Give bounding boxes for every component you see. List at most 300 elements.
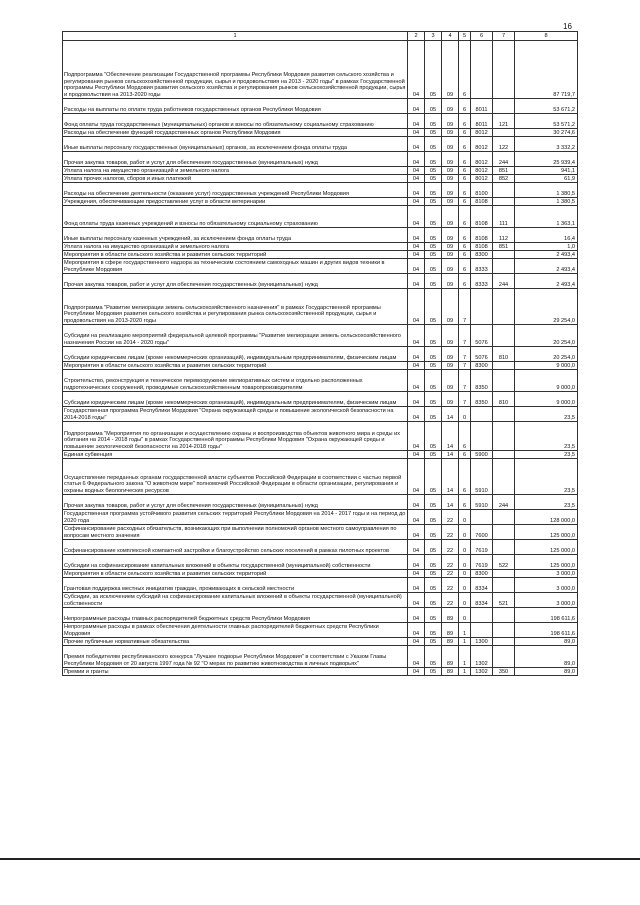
row-amount: 941,1 bbox=[515, 167, 578, 175]
table-row bbox=[63, 422, 578, 451]
row-amount: 198 611,6 bbox=[515, 623, 578, 638]
row-description: Единая субвенция bbox=[63, 451, 408, 459]
row-code: 04 bbox=[408, 370, 425, 392]
row-code: 6 bbox=[459, 99, 471, 114]
row-description: Фонд оплаты труда казенных учреждений и взносы по обязательному социальному страхованию bbox=[63, 206, 408, 228]
row-description: Непрограммные расходы главных распорядителей бюджетных средств Республики Мордовия bbox=[63, 608, 408, 623]
row-code: 05 bbox=[425, 578, 442, 593]
row-code: 04 bbox=[408, 570, 425, 578]
row-amount: 3 000,0 bbox=[515, 578, 578, 593]
row-code: 111 bbox=[493, 206, 515, 228]
table-row bbox=[63, 243, 578, 251]
row-code: 04 bbox=[408, 623, 425, 638]
row-code: 6 bbox=[459, 274, 471, 289]
row-code: 04 bbox=[408, 525, 425, 540]
row-code: 89 bbox=[442, 608, 459, 623]
row-code: 8012 bbox=[471, 152, 493, 167]
row-code bbox=[493, 578, 515, 593]
row-code bbox=[471, 623, 493, 638]
row-code: 05 bbox=[425, 362, 442, 370]
row-code: 04 bbox=[408, 392, 425, 407]
row-amount: 23,5 bbox=[515, 451, 578, 459]
row-code: 05 bbox=[425, 243, 442, 251]
row-code: 6 bbox=[459, 251, 471, 259]
row-description: Мероприятия в области сельского хозяйства и развития сельских территорий bbox=[63, 362, 408, 370]
table-row bbox=[63, 274, 578, 289]
row-amount: 128 000,0 bbox=[515, 510, 578, 525]
table-row bbox=[63, 646, 578, 668]
row-amount: 23,5 bbox=[515, 459, 578, 495]
row-code: 05 bbox=[425, 510, 442, 525]
table-row bbox=[63, 451, 578, 459]
table-row bbox=[63, 183, 578, 198]
row-code: 0 bbox=[459, 407, 471, 422]
column-header: 1 bbox=[63, 32, 408, 41]
table-row bbox=[63, 167, 578, 175]
row-code: 8100 bbox=[471, 183, 493, 198]
row-code: 0 bbox=[459, 540, 471, 555]
row-code: 244 bbox=[493, 274, 515, 289]
row-code bbox=[471, 608, 493, 623]
row-code bbox=[493, 608, 515, 623]
row-code: 05 bbox=[425, 555, 442, 570]
table-row bbox=[63, 152, 578, 167]
row-code: 05 bbox=[425, 137, 442, 152]
row-description: Уплата налога на имущество организаций и земельного налога bbox=[63, 243, 408, 251]
row-code: 8334 bbox=[471, 593, 493, 608]
row-description: Премия победителям республиканского конкурса "Лучшее подворье Республики Мордовия" в соответствии с Указом Главы Республики Мордовия от 20 августа 1997 года № 92 "О мерах по развитию животноводства в личных подворьях" bbox=[63, 646, 408, 668]
row-code bbox=[493, 623, 515, 638]
row-code: 04 bbox=[408, 451, 425, 459]
row-code: 8011 bbox=[471, 99, 493, 114]
row-code: 6 bbox=[459, 114, 471, 129]
row-code: 8350 bbox=[471, 392, 493, 407]
row-code: 05 bbox=[425, 495, 442, 510]
row-code: 04 bbox=[408, 137, 425, 152]
table-row bbox=[63, 325, 578, 347]
row-code: 6 bbox=[459, 422, 471, 451]
row-code: 05 bbox=[425, 289, 442, 325]
row-code: 8012 bbox=[471, 175, 493, 183]
row-code: 0 bbox=[459, 570, 471, 578]
row-description: Непрограммные расходы в рамках обеспечения деятельности главных распорядителей бюджетных средств Республики Мордовия bbox=[63, 623, 408, 638]
row-code bbox=[493, 251, 515, 259]
row-amount: 29 254,0 bbox=[515, 289, 578, 325]
row-amount: 20 254,0 bbox=[515, 325, 578, 347]
row-code: 04 bbox=[408, 274, 425, 289]
row-code bbox=[493, 451, 515, 459]
row-code bbox=[493, 525, 515, 540]
row-code: 5910 bbox=[471, 459, 493, 495]
row-code: 04 bbox=[408, 495, 425, 510]
row-code: 5076 bbox=[471, 325, 493, 347]
table-row bbox=[63, 362, 578, 370]
table-row bbox=[63, 510, 578, 525]
row-code bbox=[493, 183, 515, 198]
row-code: 04 bbox=[408, 243, 425, 251]
row-code bbox=[471, 289, 493, 325]
row-code: 04 bbox=[408, 362, 425, 370]
row-code: 14 bbox=[442, 459, 459, 495]
row-code: 8333 bbox=[471, 274, 493, 289]
row-code: 6 bbox=[459, 451, 471, 459]
row-code: 05 bbox=[425, 593, 442, 608]
row-description: Государственная программа Республики Мордовия "Охрана окружающей среды и повышение экологической безопасности на 2014-2018 годы" bbox=[63, 407, 408, 422]
row-code: 04 bbox=[408, 347, 425, 362]
row-description: Расходы на обеспечение функций государственных органов Республики Мордовия bbox=[63, 129, 408, 137]
row-code: 04 bbox=[408, 510, 425, 525]
row-code: 8300 bbox=[471, 251, 493, 259]
row-code: 05 bbox=[425, 228, 442, 243]
row-code: 05 bbox=[425, 525, 442, 540]
row-code: 05 bbox=[425, 451, 442, 459]
row-code bbox=[493, 129, 515, 137]
row-code bbox=[493, 510, 515, 525]
row-code: 04 bbox=[408, 407, 425, 422]
row-code: 05 bbox=[425, 407, 442, 422]
row-description: Строительство, реконструкция и техническое перевооружение мелиоративных систем и отдельно расположенных гидротехнических сооружений, проводимые сельскохозяйственным товаропроизводителям bbox=[63, 370, 408, 392]
row-code: 04 bbox=[408, 183, 425, 198]
row-description: Подпрограмма "Мероприятия по организации и осуществлению охраны и воспроизводства объектов животного мира и среды их обитания на 2014 - 2018 годы" в рамках Государственной программы Республики Мордовия "Охрана окружающей среды и повышение экологической безопасности на 2014-2018 годы" bbox=[63, 422, 408, 451]
column-header: 7 bbox=[493, 32, 515, 41]
row-code: 89 bbox=[442, 668, 459, 676]
row-code: 244 bbox=[493, 152, 515, 167]
row-amount: 61,9 bbox=[515, 175, 578, 183]
table-row bbox=[63, 525, 578, 540]
row-code: 6 bbox=[459, 495, 471, 510]
row-code: 6 bbox=[459, 183, 471, 198]
row-amount: 23,5 bbox=[515, 422, 578, 451]
row-code: 244 bbox=[493, 495, 515, 510]
row-description: Субсидии на софинансирование капитальных вложений в объекты государственной (муниципальной) собственности bbox=[63, 555, 408, 570]
row-description: Софинансирование расходных обязательств, возникающих при выполнении полномочий органов местного самоуправления по вопросам местного значения bbox=[63, 525, 408, 540]
row-description: Подпрограмма "Обеспечение реализации Государственной программы Республики Мордовия развития сельского хозяйства и регулирования рынков сельскохозяйственной продукции, сырья и продовольствия на 2013 - 2020 годы" в рамках Государственной программы Республики Мордовия развития сельского хозяйства и регулирования рынков сельскохозяйственной продукции, сырья и продовольствия на 2013-2020 годы bbox=[63, 41, 408, 99]
row-code: 09 bbox=[442, 206, 459, 228]
row-amount: 125 000,0 bbox=[515, 540, 578, 555]
row-amount: 9 000,0 bbox=[515, 392, 578, 407]
row-code: 04 bbox=[408, 638, 425, 646]
row-description: Субсидии на реализацию мероприятий федеральной целевой программы "Развитие мелиорации земель сельскохозяйственного назначения России на 2014 - 2020 годы" bbox=[63, 325, 408, 347]
table-row bbox=[63, 555, 578, 570]
row-code: 22 bbox=[442, 570, 459, 578]
row-code: 04 bbox=[408, 289, 425, 325]
row-code bbox=[493, 407, 515, 422]
row-code: 14 bbox=[442, 407, 459, 422]
row-code: 22 bbox=[442, 593, 459, 608]
row-code: 0 bbox=[459, 608, 471, 623]
row-amount: 125 000,0 bbox=[515, 555, 578, 570]
row-code: 89 bbox=[442, 646, 459, 668]
row-code: 8108 bbox=[471, 243, 493, 251]
row-description: Мероприятия в сфере государственного надзора за техническим состоянием самоходных машин и других видов техники в Республике Мордовия bbox=[63, 259, 408, 274]
header-row bbox=[63, 32, 578, 41]
row-amount: 89,0 bbox=[515, 668, 578, 676]
row-description: Субсидии юридическим лицам (кроме некоммерческих организаций), индивидуальным предпринимателям, физическим лицам bbox=[63, 347, 408, 362]
row-code: 09 bbox=[442, 243, 459, 251]
row-code: 05 bbox=[425, 623, 442, 638]
row-code: 05 bbox=[425, 646, 442, 668]
row-description: Иные выплаты персоналу казенных учреждений, за исключением фонда оплаты труда bbox=[63, 228, 408, 243]
row-code: 04 bbox=[408, 422, 425, 451]
row-code: 5076 bbox=[471, 347, 493, 362]
row-code: 04 bbox=[408, 578, 425, 593]
row-code: 09 bbox=[442, 183, 459, 198]
row-code: 09 bbox=[442, 41, 459, 99]
row-code: 04 bbox=[408, 325, 425, 347]
table-row bbox=[63, 407, 578, 422]
row-code: 0 bbox=[459, 510, 471, 525]
row-code: 1302 bbox=[471, 668, 493, 676]
row-amount: 16,4 bbox=[515, 228, 578, 243]
row-code: 6 bbox=[459, 41, 471, 99]
row-code: 04 bbox=[408, 206, 425, 228]
row-amount: 87 719,7 bbox=[515, 41, 578, 99]
row-code: 05 bbox=[425, 175, 442, 183]
row-code: 522 bbox=[493, 555, 515, 570]
row-amount: 125 000,0 bbox=[515, 525, 578, 540]
row-code: 8108 bbox=[471, 198, 493, 206]
row-description: Прочая закупка товаров, работ и услуг для обеспечения государственных (муниципальных) нужд bbox=[63, 274, 408, 289]
row-code: 05 bbox=[425, 99, 442, 114]
row-description: Софинансирование комплексной компактной застройки и благоустройство сельских поселений в рамках пилотных проектов bbox=[63, 540, 408, 555]
row-code: 09 bbox=[442, 289, 459, 325]
row-code: 05 bbox=[425, 459, 442, 495]
row-amount: 3 332,2 bbox=[515, 137, 578, 152]
row-code: 810 bbox=[493, 392, 515, 407]
row-code: 04 bbox=[408, 251, 425, 259]
row-description: Расходы на выплаты по оплате труда работников государственных органов Республики Мордовия bbox=[63, 99, 408, 114]
row-code: 350 bbox=[493, 668, 515, 676]
row-code: 851 bbox=[493, 167, 515, 175]
row-code: 89 bbox=[442, 638, 459, 646]
row-code: 09 bbox=[442, 152, 459, 167]
row-code: 09 bbox=[442, 198, 459, 206]
row-code: 09 bbox=[442, 129, 459, 137]
table-row bbox=[63, 228, 578, 243]
row-code: 521 bbox=[493, 593, 515, 608]
row-code: 8350 bbox=[471, 370, 493, 392]
row-code: 6 bbox=[459, 129, 471, 137]
row-code: 04 bbox=[408, 152, 425, 167]
row-code: 14 bbox=[442, 451, 459, 459]
row-code: 05 bbox=[425, 206, 442, 228]
row-code: 0 bbox=[459, 578, 471, 593]
row-code: 0 bbox=[459, 555, 471, 570]
row-amount: 2 493,4 bbox=[515, 251, 578, 259]
column-header: 5 bbox=[459, 32, 471, 41]
row-description: Премии и гранты bbox=[63, 668, 408, 676]
row-code: 05 bbox=[425, 570, 442, 578]
row-amount: 9 000,0 bbox=[515, 362, 578, 370]
row-code: 05 bbox=[425, 114, 442, 129]
row-code: 04 bbox=[408, 41, 425, 99]
row-description: Прочие публичные нормативные обязательства bbox=[63, 638, 408, 646]
row-code: 8300 bbox=[471, 362, 493, 370]
table-row bbox=[63, 459, 578, 495]
row-code bbox=[493, 370, 515, 392]
table-row bbox=[63, 41, 578, 99]
row-code: 09 bbox=[442, 251, 459, 259]
row-code: 6 bbox=[459, 206, 471, 228]
row-code: 6 bbox=[459, 259, 471, 274]
row-code: 09 bbox=[442, 370, 459, 392]
row-code: 7 bbox=[459, 325, 471, 347]
row-code: 8108 bbox=[471, 206, 493, 228]
row-amount: 1 380,5 bbox=[515, 198, 578, 206]
row-code: 1302 bbox=[471, 646, 493, 668]
row-code: 04 bbox=[408, 167, 425, 175]
row-code: 22 bbox=[442, 540, 459, 555]
row-description: Грантовая поддержка местных инициатив граждан, проживающих в сельской местности bbox=[63, 578, 408, 593]
table-row bbox=[63, 137, 578, 152]
row-code bbox=[493, 540, 515, 555]
row-description: Прочая закупка товаров, работ и услуг для обеспечения государственных (муниципальных) нужд bbox=[63, 495, 408, 510]
column-header: 4 bbox=[442, 32, 459, 41]
row-amount: 23,5 bbox=[515, 407, 578, 422]
row-code: 122 bbox=[493, 137, 515, 152]
row-description: Мероприятия в области сельского хозяйства и развития сельских территорий bbox=[63, 251, 408, 259]
row-code: 04 bbox=[408, 198, 425, 206]
row-code bbox=[471, 510, 493, 525]
row-amount: 1,0 bbox=[515, 243, 578, 251]
row-code: 22 bbox=[442, 555, 459, 570]
row-amount: 2 493,4 bbox=[515, 274, 578, 289]
row-code: 04 bbox=[408, 646, 425, 668]
row-code: 852 bbox=[493, 175, 515, 183]
row-code: 8011 bbox=[471, 114, 493, 129]
row-code bbox=[471, 407, 493, 422]
table-row bbox=[63, 198, 578, 206]
row-code: 8334 bbox=[471, 578, 493, 593]
table-row bbox=[63, 608, 578, 623]
row-code: 6 bbox=[459, 137, 471, 152]
row-code: 1 bbox=[459, 638, 471, 646]
budget-table bbox=[62, 31, 578, 676]
row-amount: 2 493,4 bbox=[515, 259, 578, 274]
page-bottom-rule bbox=[0, 858, 640, 860]
row-description: Субсидии юридическим лицам (кроме некоммерческих организаций), индивидуальным предпринимателям, физическим лицам bbox=[63, 392, 408, 407]
row-code: 8300 bbox=[471, 570, 493, 578]
row-code: 7619 bbox=[471, 555, 493, 570]
table-row bbox=[63, 570, 578, 578]
table-body bbox=[63, 41, 578, 676]
row-amount: 53 571,2 bbox=[515, 114, 578, 129]
table-row bbox=[63, 251, 578, 259]
row-code: 1 bbox=[459, 646, 471, 668]
row-code: 05 bbox=[425, 347, 442, 362]
row-code: 121 bbox=[493, 114, 515, 129]
row-code: 05 bbox=[425, 129, 442, 137]
row-code: 1 bbox=[459, 623, 471, 638]
row-code: 09 bbox=[442, 175, 459, 183]
row-description: Субсидии, за исключением субсидий на софинансирование капитальных вложений в объекты государственной (муниципальной) собственности bbox=[63, 593, 408, 608]
row-description: Уплата прочих налогов, сборов и иных платежей bbox=[63, 175, 408, 183]
row-description: Уплата налога на имущество организаций и земельного налога bbox=[63, 167, 408, 175]
row-code: 6 bbox=[459, 152, 471, 167]
row-code bbox=[493, 422, 515, 451]
row-code: 04 bbox=[408, 99, 425, 114]
row-code bbox=[493, 325, 515, 347]
row-code: 05 bbox=[425, 183, 442, 198]
row-description: Расходы на обеспечение деятельности (оказание услуг) государственных учреждений Республики Мордовия bbox=[63, 183, 408, 198]
row-code: 05 bbox=[425, 668, 442, 676]
column-header: 6 bbox=[471, 32, 493, 41]
row-code: 6 bbox=[459, 167, 471, 175]
column-header: 8 bbox=[515, 32, 578, 41]
row-code: 05 bbox=[425, 540, 442, 555]
row-description: Подпрограмма "Развитие мелиорации земель сельскохозяйственного назначения" в рамках Государственной программы Республики Мордовия развития сельского хозяйства и регулирования рынка сельскохозяйственной продукции, сырья и продовольствия на 2013-2020 годы bbox=[63, 289, 408, 325]
row-amount: 3 000,0 bbox=[515, 570, 578, 578]
row-code: 09 bbox=[442, 325, 459, 347]
row-code: 7 bbox=[459, 362, 471, 370]
row-code: 22 bbox=[442, 510, 459, 525]
row-code: 05 bbox=[425, 167, 442, 175]
row-amount: 1 380,5 bbox=[515, 183, 578, 198]
row-code: 1 bbox=[459, 668, 471, 676]
row-code: 8108 bbox=[471, 228, 493, 243]
row-code: 14 bbox=[442, 422, 459, 451]
row-code: 05 bbox=[425, 370, 442, 392]
table-row bbox=[63, 259, 578, 274]
row-code: 8012 bbox=[471, 167, 493, 175]
table-row bbox=[63, 540, 578, 555]
row-code: 810 bbox=[493, 347, 515, 362]
row-code: 05 bbox=[425, 251, 442, 259]
row-code bbox=[493, 198, 515, 206]
row-code: 14 bbox=[442, 495, 459, 510]
row-code: 6 bbox=[459, 459, 471, 495]
row-code: 04 bbox=[408, 228, 425, 243]
row-code: 05 bbox=[425, 41, 442, 99]
row-code: 05 bbox=[425, 274, 442, 289]
row-code: 04 bbox=[408, 129, 425, 137]
row-code: 05 bbox=[425, 259, 442, 274]
row-code bbox=[493, 646, 515, 668]
row-code: 22 bbox=[442, 578, 459, 593]
row-code: 05 bbox=[425, 198, 442, 206]
table-row bbox=[63, 175, 578, 183]
row-code: 5910 bbox=[471, 495, 493, 510]
row-code bbox=[493, 259, 515, 274]
row-code bbox=[493, 362, 515, 370]
table-row bbox=[63, 347, 578, 362]
row-code: 7 bbox=[459, 289, 471, 325]
row-amount: 20 254,0 bbox=[515, 347, 578, 362]
row-code: 0 bbox=[459, 593, 471, 608]
row-code: 851 bbox=[493, 243, 515, 251]
row-code: 09 bbox=[442, 167, 459, 175]
row-amount: 89,0 bbox=[515, 646, 578, 668]
row-code: 89 bbox=[442, 623, 459, 638]
row-code: 09 bbox=[442, 347, 459, 362]
row-code: 1300 bbox=[471, 638, 493, 646]
row-code: 04 bbox=[408, 593, 425, 608]
row-code: 09 bbox=[442, 274, 459, 289]
row-code: 04 bbox=[408, 540, 425, 555]
row-amount: 3 000,0 bbox=[515, 593, 578, 608]
page-number: 16 bbox=[563, 22, 572, 31]
table-row bbox=[63, 578, 578, 593]
row-amount: 9 000,0 bbox=[515, 370, 578, 392]
row-code: 8012 bbox=[471, 137, 493, 152]
row-code: 05 bbox=[425, 608, 442, 623]
table-row bbox=[63, 370, 578, 392]
row-code: 09 bbox=[442, 392, 459, 407]
table-row bbox=[63, 668, 578, 676]
row-code: 112 bbox=[493, 228, 515, 243]
row-code: 04 bbox=[408, 459, 425, 495]
row-description: Иные выплаты персоналу государственных (муниципальных) органов, за исключением фонда оплаты труда bbox=[63, 137, 408, 152]
